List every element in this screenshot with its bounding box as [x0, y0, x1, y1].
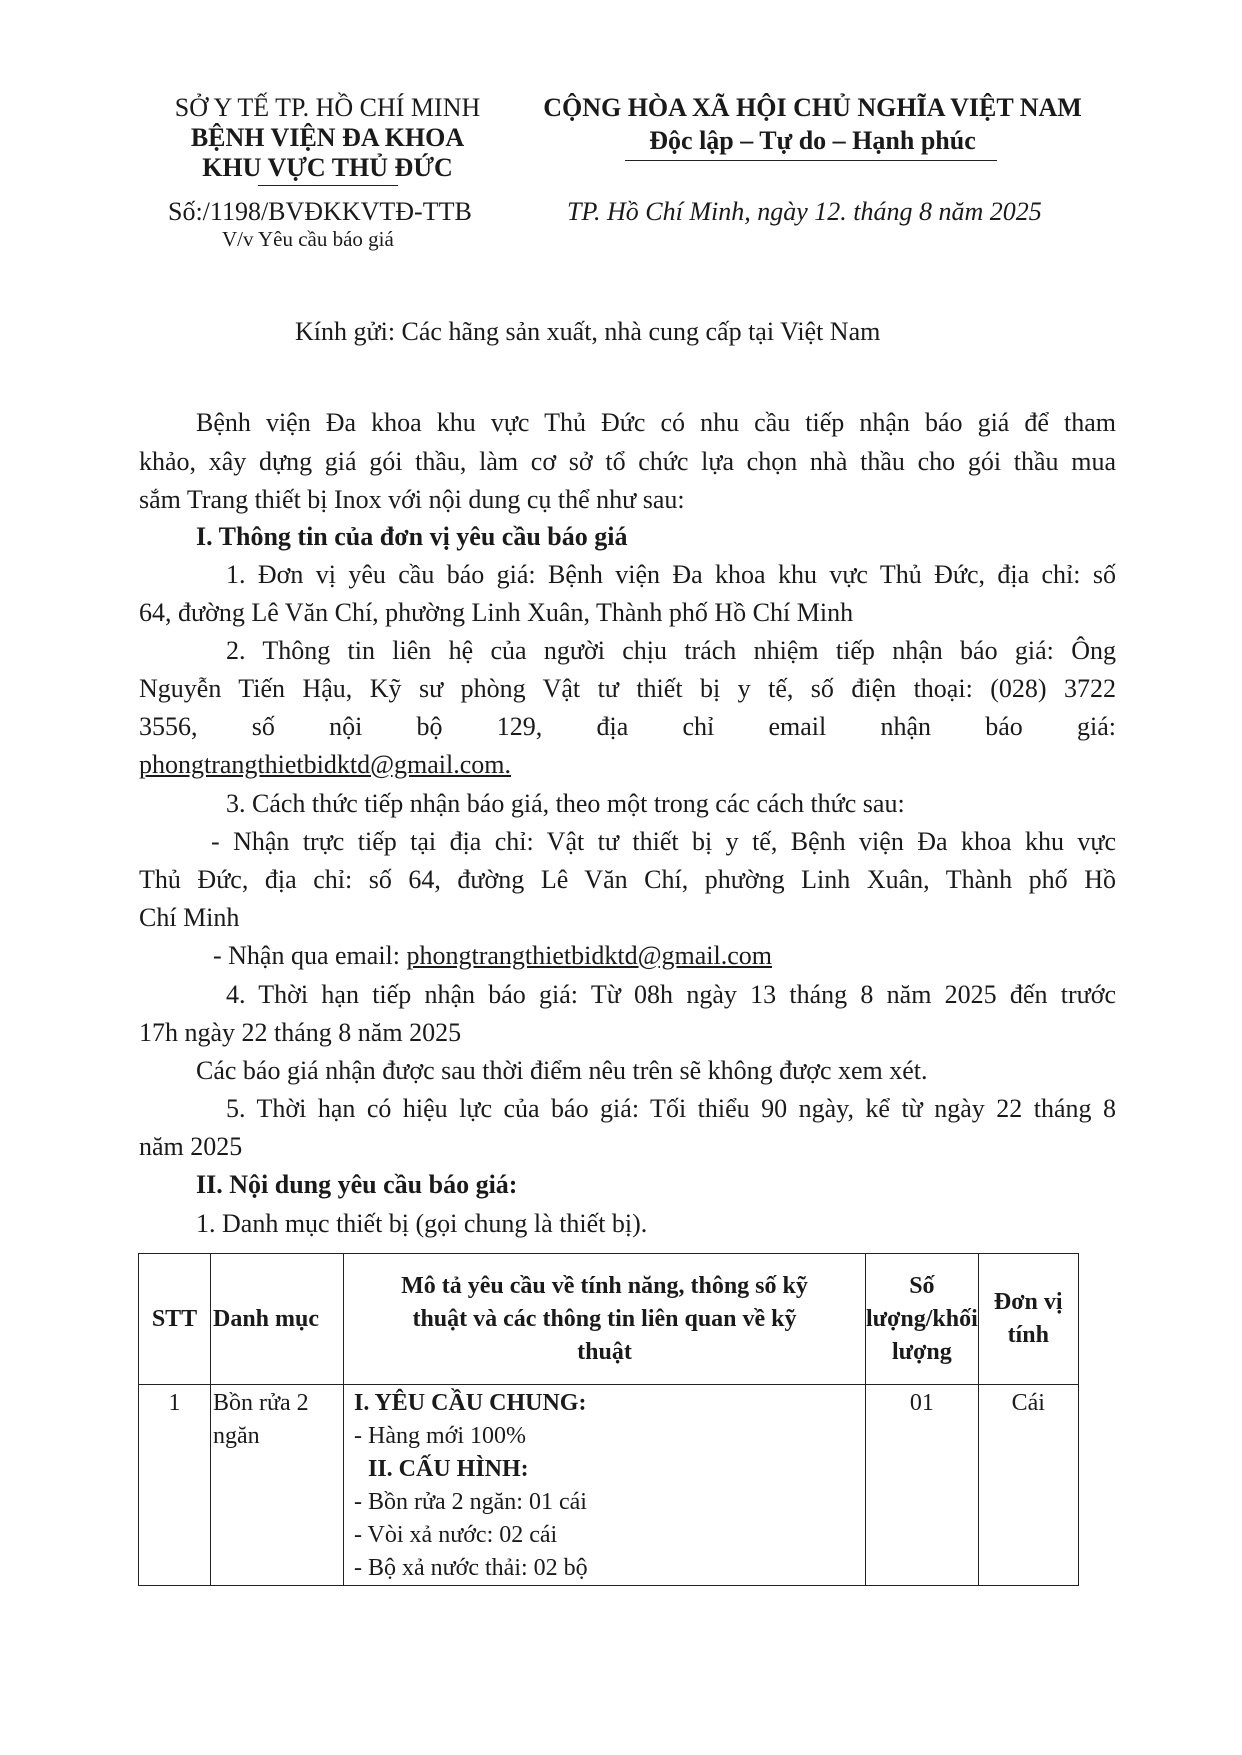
header-right-rule — [625, 160, 997, 161]
row-quantity: 01 — [866, 1385, 979, 1586]
intro-line2: khảo, xây dựng giá gói thầu, làm cơ sở tổ chức lựa chọn nhà thầu cho gói thầu mua — [139, 447, 1116, 476]
document-number: Số:/1198/BVĐKKVTĐ-TTB — [168, 197, 472, 226]
section1-item2-line3: 3556, số nội bộ 129, địa chỉ email nhận báo giá: — [139, 712, 1116, 741]
header-description — [344, 1254, 866, 1385]
section1-item1-line2: 64, đường Lê Văn Chí, phường Linh Xuân, Thành phố Hồ Chí Minh — [139, 598, 854, 627]
receive-email-link[interactable]: phongtrangthietbidktd@gmail.com — [406, 941, 772, 970]
section1-item5-line2: năm 2025 — [139, 1132, 243, 1161]
section1-item3a-line1: - Nhận trực tiếp tại địa chỉ: Vật tư thiết bị y tế, Bệnh viện Đa khoa khu vực — [211, 827, 1116, 856]
header-authority: SỞ Y TẾ TP. HỒ CHÍ MINH — [174, 93, 481, 122]
section2-subtitle: 1. Danh mục thiết bị (gọi chung là thiết bị). — [196, 1209, 648, 1238]
equipment-table — [138, 1253, 1079, 1586]
section1-item4-note: Các báo giá nhận được sau thời điểm nêu trên sẽ không được xem xét. — [196, 1056, 928, 1085]
spec-line-new: - Hàng mới 100% — [354, 1423, 526, 1449]
table-header-row — [139, 1254, 1079, 1385]
section1-item4-line2: 17h ngày 22 tháng 8 năm 2025 — [139, 1018, 462, 1047]
section1-item5-line1: 5. Thời hạn có hiệu lực của báo giá: Tối thiểu 90 ngày, kể từ ngày 22 tháng 8 — [226, 1094, 1116, 1123]
header-left-rule — [258, 185, 398, 186]
header-hospital-line1: BỆNH VIỆN ĐA KHOA — [190, 123, 465, 152]
contact-email-link[interactable]: phongtrangthietbidktd@gmail.com. — [139, 750, 511, 779]
row-item-line2: ngăn — [213, 1423, 260, 1449]
header-nation: CỘNG HÒA XÃ HỘI CHỦ NGHĨA VIỆT NAM — [543, 93, 1082, 122]
section1-item2-line1: 2. Thông tin liên hệ của người chịu trách nhiệm tiếp nhận báo giá: Ông — [226, 636, 1116, 665]
spec-line-sink: - Bồn rửa 2 ngăn: 01 cái — [354, 1489, 587, 1515]
section1-item3-title: 3. Cách thức tiếp nhận báo giá, theo một trong các cách thức sau: — [226, 789, 905, 818]
row-stt: 1 — [139, 1385, 211, 1586]
header-qty-line3: lượng — [892, 1338, 952, 1365]
row-item-line1: Bồn rửa 2 — [213, 1390, 309, 1416]
header-quantity — [866, 1254, 979, 1385]
spec-heading-config: II. CẤU HÌNH: — [368, 1456, 529, 1482]
intro-line1: Bệnh viện Đa khoa khu vực Thủ Đức có nhu cầu tiếp nhận báo giá để tham — [196, 408, 1116, 437]
section1-item4-line1: 4. Thời hạn tiếp nhận báo giá: Từ 08h ngày 13 tháng 8 năm 2025 đến trước — [226, 980, 1116, 1009]
recipient: Kính gửi: Các hãng sản xuất, nhà cung cấp tại Việt Nam — [295, 317, 881, 346]
row-unit: Cái — [978, 1385, 1078, 1586]
header-desc-line1: Mô tả yêu cầu về tính năng, thông số kỹ — [401, 1272, 808, 1299]
section1-title: I. Thông tin của đơn vị yêu cầu báo giá — [196, 522, 628, 551]
section1-item3a-line2: Thủ Đức, địa chỉ: số 64, đường Lê Văn Chí, phường Linh Xuân, Thành phố Hồ — [139, 865, 1116, 894]
header-desc-line2: thuật và các thông tin liên quan về kỹ — [412, 1305, 797, 1332]
row-spec — [344, 1385, 866, 1586]
section1-item3b — [213, 941, 772, 971]
spec-heading-general: I. YÊU CẦU CHUNG: — [354, 1390, 587, 1416]
header-qty-line2: lượng/khối — [866, 1305, 978, 1332]
spec-line-drain: - Bộ xả nước thải: 02 bộ — [354, 1555, 588, 1581]
header-stt: STT — [139, 1254, 211, 1385]
header-unit — [978, 1254, 1078, 1385]
section1-item3a-line3: Chí Minh — [139, 903, 240, 932]
section1-item2-line2: Nguyễn Tiến Hậu, Kỹ sư phòng Vật tư thiết bị y tế, số điện thoại: (028) 3722 — [139, 674, 1116, 703]
section1-item1-line1: 1. Đơn vị yêu cầu báo giá: Bệnh viện Đa khoa khu vực Thủ Đức, địa chỉ: số — [226, 560, 1116, 589]
document-subject: V/v Yêu cầu báo giá — [222, 227, 394, 251]
place-date: TP. Hồ Chí Minh, ngày 12. tháng 8 năm 2025 — [567, 197, 1042, 226]
header-unit-line2: tính — [1007, 1322, 1049, 1348]
header-qty-line1: Số — [909, 1272, 935, 1299]
header-hospital-line2: KHU VỰC THỦ ĐỨC — [202, 153, 453, 182]
row-item — [211, 1385, 344, 1586]
intro-line3: sắm Trang thiết bị Inox với nội dung cụ thể như sau: — [139, 485, 685, 514]
header-item: Danh mục — [211, 1254, 344, 1385]
section1-item3b-prefix: - Nhận qua email: — [213, 941, 407, 970]
header-desc-line3: thuật — [577, 1338, 632, 1365]
header-motto: Độc lập – Tự do – Hạnh phúc — [649, 126, 976, 155]
table-row — [139, 1385, 1079, 1586]
section2-title: II. Nội dung yêu cầu báo giá: — [196, 1170, 518, 1199]
header-unit-line1: Đơn vị — [993, 1289, 1063, 1315]
spec-line-faucet: - Vòi xả nước: 02 cái — [354, 1522, 558, 1548]
